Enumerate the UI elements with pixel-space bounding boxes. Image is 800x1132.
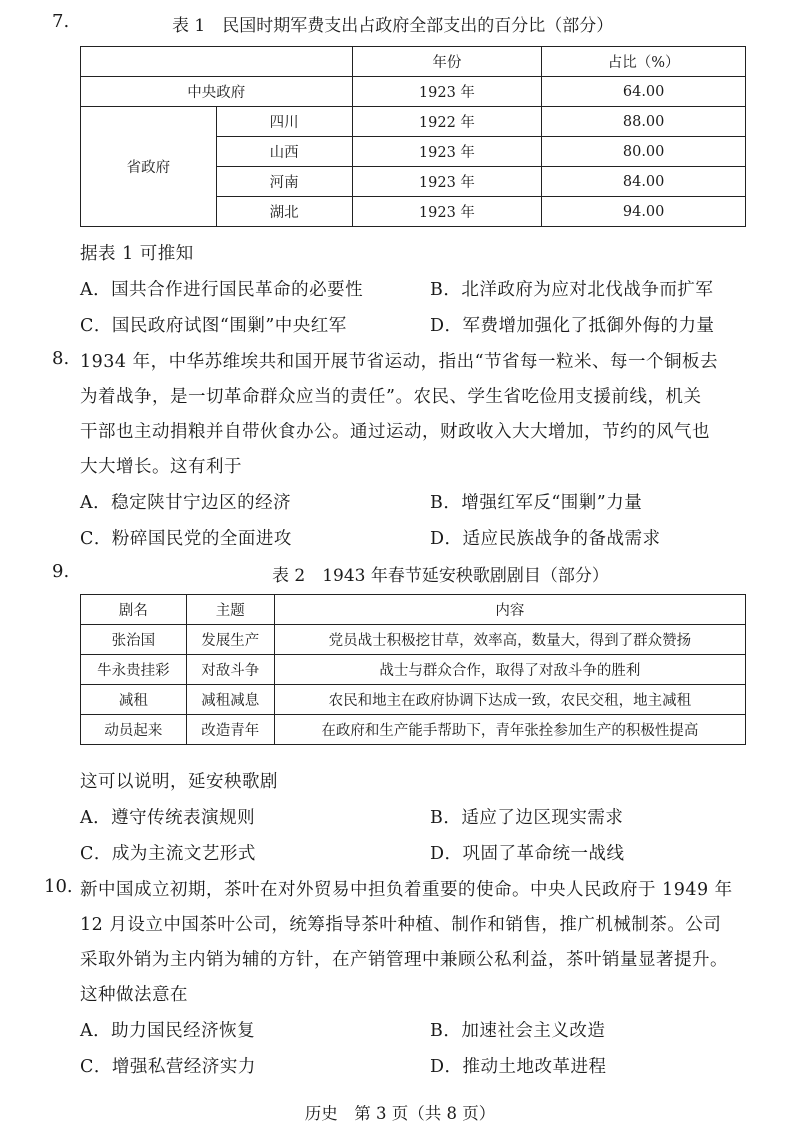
table-2-row	[81, 715, 746, 745]
table-2	[80, 594, 746, 745]
provincial-gov-label: 省政府	[81, 107, 217, 227]
q7-option-b[interactable]: B．北洋政府为应对北伐战争而扩军	[430, 280, 714, 300]
table-2-cell-title: 张治国	[81, 625, 187, 655]
central-gov-label: 中央政府	[81, 77, 353, 107]
table-1-cell-province: 四川	[216, 107, 352, 137]
q9-option-b[interactable]: B．适应了边区现实需求	[430, 808, 624, 828]
table-1-cell-year: 1923 年	[352, 137, 542, 167]
q10-option-c[interactable]: C．增强私营经济实力	[80, 1057, 256, 1077]
table-1-cell-year: 1923 年	[352, 197, 542, 227]
question-9-stem: 这可以说明，延安秧歌剧	[80, 772, 278, 792]
table-1-cell-province: 河南	[216, 167, 352, 197]
table-2-cell-theme: 发展生产	[186, 625, 274, 655]
table-2-cell-theme: 减租减息	[186, 685, 274, 715]
table-1-row	[81, 107, 746, 137]
table-2-header-content: 内容	[274, 595, 745, 625]
q7-option-d[interactable]: D．军费增加强化了抵御外侮的力量	[430, 316, 715, 336]
question-8-line: 干部也主动捐粮并自带伙食办公。通过运动，财政收入大大增加，节约的风气也	[80, 422, 710, 442]
table-2-row	[81, 655, 746, 685]
table-2-cell-content: 党员战士积极挖甘草，效率高，数量大，得到了群众赞扬	[274, 625, 745, 655]
page-footer: 历史 第 3 页（共 8 页）	[304, 1104, 496, 1123]
q8-option-a[interactable]: A．稳定陕甘宁边区的经济	[80, 493, 292, 513]
q7-option-c[interactable]: C．国民政府试图“围剿”中央红军	[80, 316, 347, 336]
question-10-line: 新中国成立初期，茶叶在对外贸易中担负着重要的使命。中央人民政府于 1949 年	[80, 880, 733, 900]
table-2-header-title: 剧名	[81, 595, 187, 625]
table-2-row	[81, 685, 746, 715]
table-1-header-pct: 占比（%）	[542, 47, 746, 77]
table-1	[80, 46, 746, 227]
table-2-cell-theme: 改造青年	[186, 715, 274, 745]
question-number-9: 9.	[52, 561, 70, 582]
table-2-header-row	[81, 595, 746, 625]
question-8-line: 1934 年，中华苏维埃共和国开展节省运动，指出“节省每一粒米、每一个铜板去	[80, 352, 719, 372]
table-1-header-empty	[81, 47, 353, 77]
table-1-header-row	[81, 47, 746, 77]
q10-option-a[interactable]: A．助力国民经济恢复	[80, 1021, 256, 1041]
table-2-cell-theme: 对敌斗争	[186, 655, 274, 685]
table-2-header-theme: 主题	[186, 595, 274, 625]
table-1-cell-year: 1923 年	[352, 167, 542, 197]
table-1-caption: 表 1 民国时期军费支出占政府全部支出的百分比（部分）	[172, 16, 614, 36]
q7-option-a[interactable]: A．国共合作进行国民革命的必要性	[80, 280, 364, 300]
table-2-cell-content: 在政府和生产能手帮助下，青年张拴参加生产的积极性提高	[274, 715, 745, 745]
question-number-10: 10.	[44, 876, 73, 897]
question-10-line: 采取外销为主内销为辅的方针，在产销管理中兼顾公私利益，茶叶销量显著提升。	[80, 950, 728, 970]
table-1-cell-province: 湖北	[216, 197, 352, 227]
table-2-row	[81, 625, 746, 655]
question-10-line: 12 月设立中国茶叶公司，统筹指导茶叶种植、制作和销售，推广机械制茶。公司	[80, 915, 722, 935]
q10-option-d[interactable]: D．推动土地改革进程	[430, 1057, 607, 1077]
q9-option-d[interactable]: D．巩固了革命统一战线	[430, 844, 625, 864]
question-number-8: 8.	[52, 348, 70, 369]
q10-option-b[interactable]: B．加速社会主义改造	[430, 1021, 606, 1041]
table-2-cell-title: 动员起来	[81, 715, 187, 745]
question-10-line: 这种做法意在	[80, 985, 188, 1005]
table-1-cell-year: 1922 年	[352, 107, 542, 137]
question-number-7: 7.	[52, 11, 70, 32]
question-8-line: 大大增长。这有利于	[80, 457, 242, 477]
q8-option-b[interactable]: B．增强红军反“围剿”力量	[430, 493, 643, 513]
table-1-cell-pct: 80.00	[542, 137, 746, 167]
table-1-cell-pct: 88.00	[542, 107, 746, 137]
table-1-cell-pct: 84.00	[542, 167, 746, 197]
table-2-cell-content: 战士与群众合作，取得了对敌斗争的胜利	[274, 655, 745, 685]
table-1-header-year: 年份	[352, 47, 542, 77]
q8-option-c[interactable]: C．粉碎国民党的全面进攻	[80, 529, 292, 549]
table-1-cell-province: 山西	[216, 137, 352, 167]
table-1-cell-pct: 94.00	[542, 197, 746, 227]
q9-option-a[interactable]: A．遵守传统表演规则	[80, 808, 256, 828]
table-1-row	[81, 77, 746, 107]
table-2-cell-content: 农民和地主在政府协调下达成一致，农民交租，地主减租	[274, 685, 745, 715]
table-2-cell-title: 牛永贵挂彩	[81, 655, 187, 685]
table-2-caption: 表 2 1943 年春节延安秧歌剧剧目（部分）	[272, 566, 609, 586]
table-2-cell-title: 减租	[81, 685, 187, 715]
q8-option-d[interactable]: D．适应民族战争的备战需求	[430, 529, 661, 549]
table-1-cell-pct: 64.00	[542, 77, 746, 107]
table-1-cell-year: 1923 年	[352, 77, 542, 107]
question-7-stem: 据表 1 可推知	[80, 244, 194, 264]
q9-option-c[interactable]: C．成为主流文艺形式	[80, 844, 256, 864]
question-8-line: 为着战争，是一切革命群众应当的责任”。农民、学生省吃俭用支援前线，机关	[80, 387, 702, 407]
